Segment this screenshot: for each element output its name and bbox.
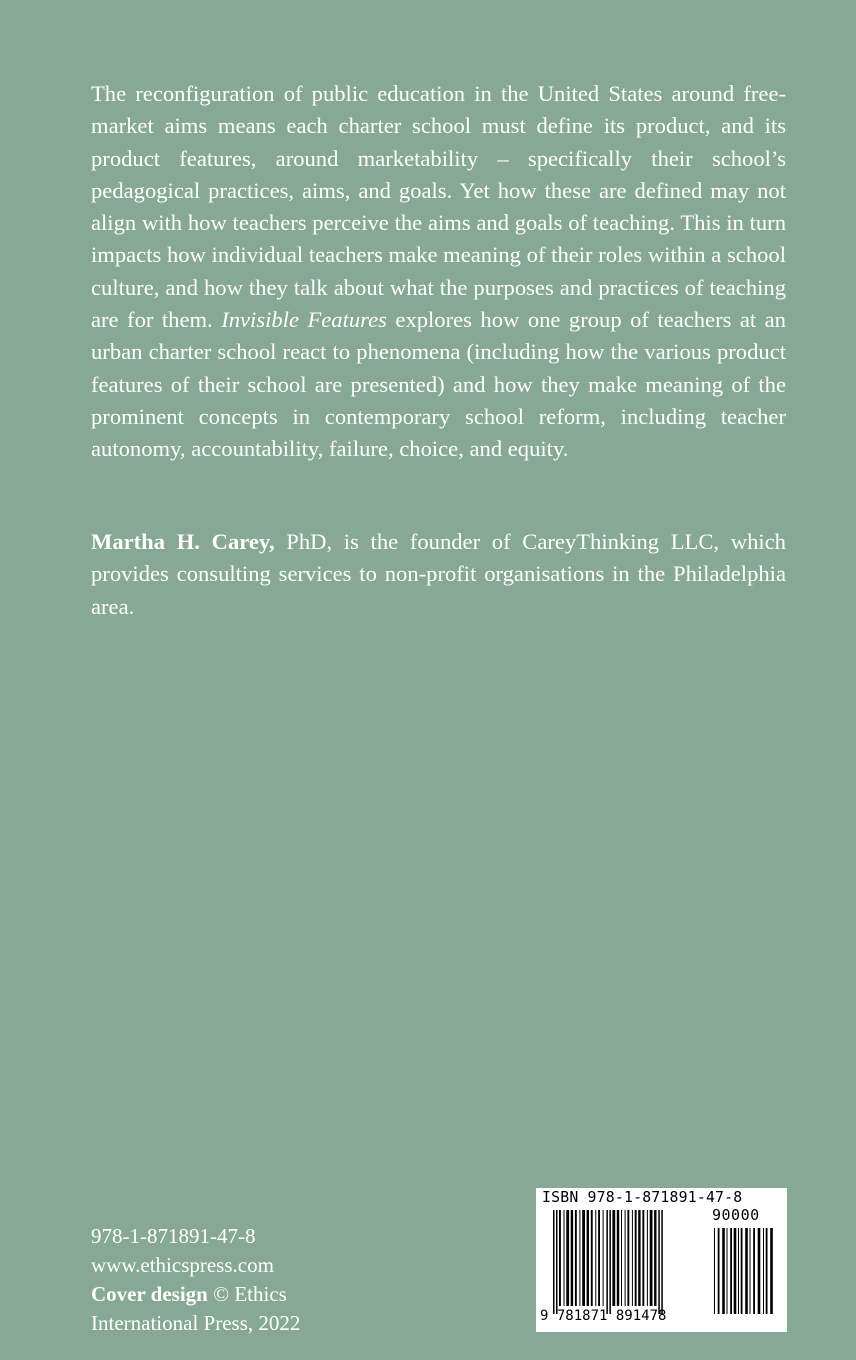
barcode-bar (638, 1210, 640, 1306)
barcode-bar (595, 1210, 596, 1306)
barcode-bar (770, 1228, 773, 1314)
barcode-bar (603, 1210, 604, 1306)
barcode-bar (564, 1210, 565, 1306)
barcode-addon-code: 90000 (712, 1206, 760, 1224)
barcode-bar (617, 1210, 619, 1306)
barcode-bar (571, 1210, 573, 1306)
barcode-bar (734, 1228, 737, 1314)
barcode-bar (727, 1228, 728, 1314)
barcode-bar (591, 1210, 593, 1306)
barcode-bar (625, 1210, 626, 1306)
barcode-bar (738, 1228, 739, 1314)
barcode-bar (758, 1228, 761, 1314)
barcode-digits: 9 781871 891478 (540, 1308, 667, 1324)
blurb-text-2: explores how one group of teachers at an urban charter school react to phenomena (including how the various product features of their school are presented) and how they make meaning of the prominent concepts in contemporary school reform, including teacher autonomy, accountability, failure, choice, and equity. (91, 307, 786, 462)
author-name: Martha H. Carey, (91, 529, 275, 554)
barcode-bar (722, 1228, 725, 1314)
barcode-bar (587, 1210, 589, 1306)
blurb-text-1: The reconfiguration of public education in the United States around free-market aims means each charter school must define its product, and its product features, around marketability – specifically their school’s pedagogical practices, aims, and goals. Yet how these are defined may not align with how teachers perceive the aims and goals of teaching. This in turn impacts how individual teachers make meaning of their roles within a school culture, and how they talk about what the purposes and practices of teaching are for them. (91, 81, 786, 333)
barcode-bar (763, 1228, 764, 1314)
barcode-bar (745, 1228, 748, 1314)
barcode-bar (582, 1210, 585, 1306)
copyright-text: © Ethics (213, 1282, 287, 1306)
barcode-bar (559, 1210, 561, 1306)
barcode-bar (579, 1210, 580, 1306)
barcode-bar (575, 1210, 577, 1306)
barcode-bar (635, 1210, 637, 1306)
blurb-paragraph (91, 78, 786, 466)
barcode-bar (566, 1210, 569, 1306)
barcode-bar (612, 1210, 615, 1306)
website-link[interactable]: www.ethicspress.com (91, 1253, 274, 1277)
barcode-bar (718, 1228, 720, 1314)
publisher-info (91, 1222, 391, 1338)
book-title: Invisible Features (221, 307, 387, 333)
barcode-bar (766, 1228, 768, 1314)
barcode-bar (650, 1210, 653, 1306)
barcode-bar (658, 1210, 660, 1314)
barcode-bar (642, 1210, 644, 1306)
isbn-text: 978-1-871891-47-8 (91, 1224, 256, 1248)
barcode-bar (753, 1228, 755, 1314)
barcode-bar (553, 1210, 555, 1314)
publisher-name: International Press, 2022 (91, 1311, 301, 1335)
barcode-bar (606, 1210, 608, 1314)
cover-credit-line (91, 1280, 391, 1309)
barcode-bar (654, 1210, 656, 1306)
barcode-bar (750, 1228, 751, 1314)
barcode-bar (609, 1210, 611, 1314)
cover-design-label: Cover design (91, 1282, 208, 1306)
barcode-bar (741, 1228, 743, 1314)
barcode-bar (627, 1210, 629, 1306)
barcode-bar (714, 1228, 715, 1314)
barcode-bar (661, 1210, 663, 1314)
barcode-bar (556, 1210, 558, 1314)
barcode-bar (598, 1210, 600, 1306)
barcode-bar (647, 1210, 648, 1306)
author-bio (91, 526, 786, 623)
barcode-isbn-label: ISBN 978-1-871891-47-8 (542, 1189, 743, 1206)
author-bio-text: PhD, is the founder of CareyThinking LLC, which provides consulting services to non-profit organisations in the Philadelphia area. (91, 529, 786, 619)
barcode-bar (621, 1210, 622, 1306)
barcode (536, 1188, 787, 1332)
barcode-bar (632, 1210, 633, 1306)
barcode-bar (730, 1228, 732, 1314)
